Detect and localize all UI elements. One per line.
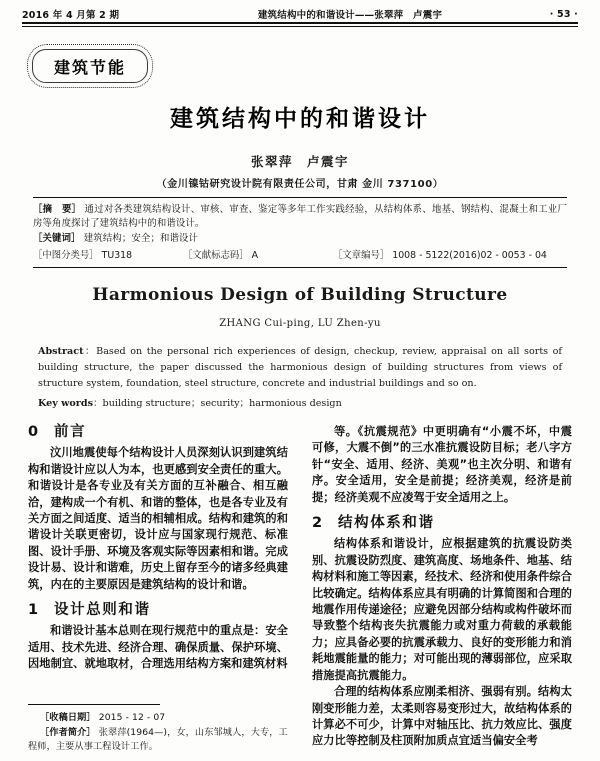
page-title: 建筑结构中的和谐设计: [170, 106, 430, 132]
keywords-label-en: Key words: [38, 398, 93, 409]
footnote-block: [28, 711, 290, 755]
abstract-meta-block: [33, 197, 567, 268]
author-bio-line: [28, 726, 290, 755]
header-rule-thin: [22, 26, 578, 27]
keywords-label-cn: ［关键词］: [33, 233, 81, 245]
paragraph: 等。《抗震规范》中更明确有“小震不坏，中震可修，大震不倒”的三水准抗震设防目标；老八字方针“安全、适用、经济、美观”也主次分明、和谐有序。安全适用，安全是前提；经济美观，经济是前提；经济美观不应凌驾于安全适用之上。: [312, 425, 572, 504]
keywords-text-cn: 建筑结构；安全；和谐设计: [83, 233, 199, 245]
section-title-1: 设计总则和谐: [54, 602, 151, 619]
badge-inner-border: [32, 49, 148, 83]
badge-label: 建筑节能: [53, 57, 126, 77]
document-code-cell: [183, 248, 333, 263]
clc-cell: [33, 248, 183, 263]
section-heading-1: [28, 602, 288, 618]
classification-row: [33, 248, 567, 263]
authors-chinese: 张翠萍 卢震宇: [250, 154, 349, 169]
abstract-chinese-line: [33, 203, 567, 231]
abstract-text-cn: 通过对各类建筑结构设计、审核、审查、鉴定等多年工作实践经验，从结构体系、地基、钢结构、混凝土和工业厂房等角度探讨了建筑结构中的和谐设计。: [33, 204, 567, 230]
section-title-2: 结构体系和谐: [338, 515, 435, 532]
article-id-label: ［文章编号］: [333, 249, 390, 261]
article-id-cell: [333, 248, 567, 263]
footnote-rule: [28, 704, 160, 705]
clc-label: ［中图分类号］: [33, 249, 99, 261]
affiliation-chinese: （金川镍钴研究设计院有限责任公司，甘肃 金川 737100）: [156, 179, 444, 190]
abstract-label-en: Abstract: [38, 346, 84, 357]
section-title-0: 前言: [54, 424, 87, 440]
document-code-label: ［文献标志码］: [183, 249, 249, 261]
keywords-chinese-line: [33, 232, 567, 246]
section-number-1: 1: [28, 602, 40, 619]
authors-english: ZHANG Cui-ping, LU Zhen-yu: [219, 318, 381, 329]
keywords-english: [38, 396, 562, 412]
page-number: · 53 ·: [549, 8, 578, 20]
clc-value: TU318: [101, 249, 133, 261]
title-english: Harmonious Design of Building Structure: [92, 285, 508, 305]
article-id-value: 1008 - 5122(2016)02 - 0053 - 04: [392, 249, 547, 261]
abstract-english: [38, 344, 562, 393]
abstract-text-en: ：Based on the personal rich experiences of design, checkup, review, appraisal on all sorts of building structure, the paper discussed the harmonious design of building structures from views of structure system, foundation, steel structure, concrete and industrial buildings and so on.: [38, 346, 562, 390]
received-date-label: ［收稿日期］: [40, 712, 96, 723]
received-date-value: 2015 - 12 - 07: [98, 712, 166, 723]
abstract-label-cn: ［摘 要］: [33, 204, 82, 215]
received-date-line: [28, 711, 290, 726]
column-badge: [27, 44, 153, 88]
author-bio-label: ［作者简介］: [40, 726, 96, 738]
paragraph: 汶川地震使每个结构设计人员深刻认识到建筑结构和谐设计应以人为本，也更感到安全责任的重大。和谐设计是各专业及有关方面的互补融合、相互融洽，建构成一个有机、和谐的整体，也是各专业及有关方面之间适度、适当的相辅相成。结构和建筑的和谐设计关联更密切，设计应与国家现行规范、标准图、设计手册、环境及客观实际等因素相和谐。完成设计易、设计和谐难，历史上留存至今的诸多经典建筑，内在的主要原因是建筑结构的设计和谐。: [28, 446, 288, 591]
paragraph: 合理的结构体系应刚柔相济、强弱有别。结构太刚变形能力差，太柔则容易变形过大，故结构体系的计算必不可少，计算中对轴压比、抗力效应比、强度应力比等控制及柱顶附加质点宜适当偏安全考: [312, 685, 572, 748]
document-code-value: A: [251, 249, 259, 261]
body-column-left: [28, 424, 288, 673]
running-head: [22, 6, 578, 22]
header-rule-thick: [22, 22, 578, 24]
section-heading-0: [28, 424, 288, 440]
paragraph: 结构体系和谐设计，应根据建筑的抗震设防类别、抗震设防烈度、建筑高度、场地条件、地基、结构材料和施工等因素，经技术、经济和使用条件综合比较确定。结构体系应具有明确的计算简图和合理的地震作用传递途径；应避免因部分结构或构件破坏而导致整个结构丧失抗震能力或对重力荷载的承载能力；应具备必要的抗震承载力、良好的变形能力和消耗地震能量的能力；对可能出现的薄弱部位，应采取措施提高抗震能力。: [312, 537, 572, 682]
paragraph: 和谐设计基本总则在现行规范中的重点是：安全适用、技术先进、经济合理、确保质量、保护环境、因地制宜、就地取材，合理选用结构方案和建筑材料: [28, 624, 288, 671]
section-heading-2: [312, 515, 572, 531]
section-number-0: 0: [28, 424, 40, 440]
body-column-right: [312, 424, 572, 750]
running-head-title: 建筑结构中的和谐设计——张翠萍 卢震宇: [257, 10, 443, 21]
author-bio-value: 张翠萍(1964—)，女，山东邹城人，大专，工程师，主要从事工程设计工作。: [28, 726, 288, 753]
section-number-2: 2: [312, 515, 324, 532]
running-head-issue: 2016 年 4 月第 2 期: [22, 10, 120, 21]
keywords-text-en: ：building structure；security；harmonious design: [92, 398, 342, 409]
